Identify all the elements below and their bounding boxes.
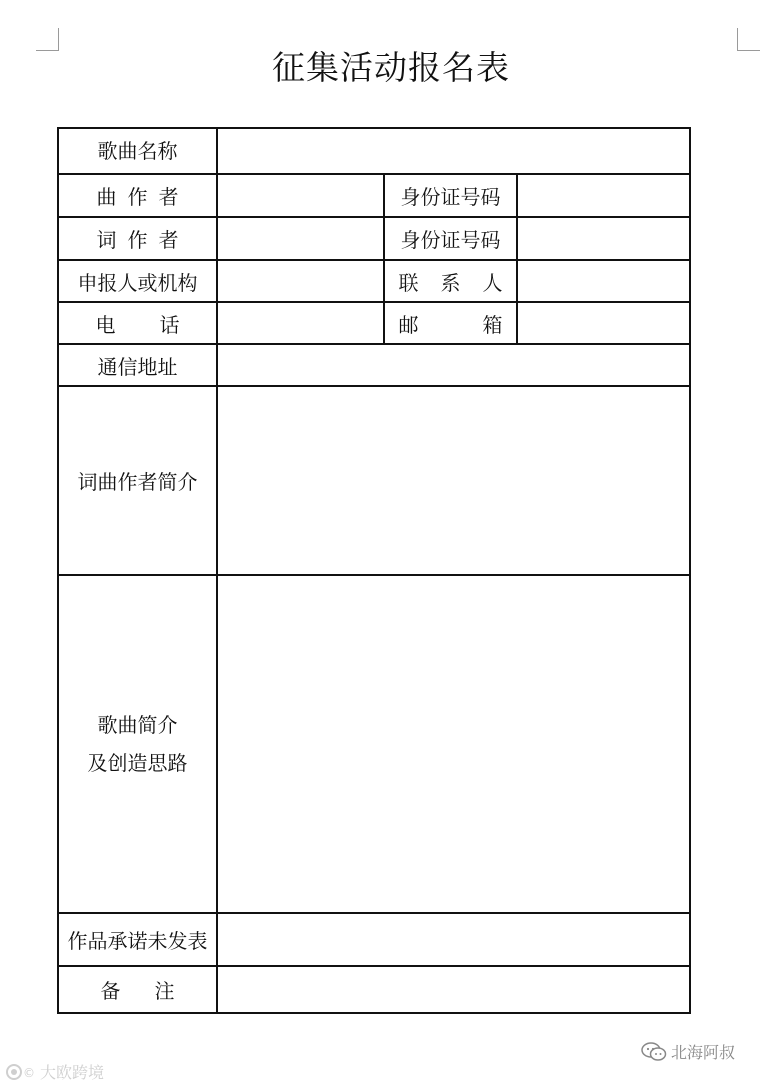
watermark-right-text: 北海阿叔 xyxy=(671,1043,736,1062)
composer-label: 曲 作 者 xyxy=(58,174,217,217)
authors-bio-label: 词曲作者简介 xyxy=(58,386,217,575)
contact-field[interactable] xyxy=(517,260,690,302)
wechat-icon xyxy=(641,1042,667,1062)
applicant-label: 申报人或机构 xyxy=(58,260,217,302)
table-row-lyricist xyxy=(58,217,690,260)
table-row-remarks xyxy=(58,966,690,1013)
pledge-label: 作品承诺未发表 xyxy=(58,913,217,966)
table-row-applicant xyxy=(58,260,690,302)
watermark-left-text: 大欧跨境 xyxy=(40,1063,105,1082)
table-row-phone xyxy=(58,302,690,344)
song-intro-label-line1: 歌曲简介 xyxy=(97,713,178,737)
table-row-authors-bio xyxy=(58,386,690,575)
lyricist-id-field[interactable] xyxy=(517,217,690,260)
watermark-left xyxy=(6,1060,104,1083)
table-row-address xyxy=(58,344,690,386)
email-label: 邮 箱 xyxy=(384,302,517,344)
song-name-label: 歌曲名称 xyxy=(58,128,217,174)
page-title: 征集活动报名表 xyxy=(272,48,510,87)
registration-form-table xyxy=(57,127,691,1014)
lyricist-field[interactable] xyxy=(217,217,384,260)
song-intro-field[interactable] xyxy=(217,575,690,913)
phone-field[interactable] xyxy=(217,302,384,344)
table-row-song-name xyxy=(58,128,690,174)
email-field[interactable] xyxy=(517,302,690,344)
composer-id-field[interactable] xyxy=(517,174,690,217)
svg-text:©: © xyxy=(23,1065,35,1080)
composer-field[interactable] xyxy=(217,174,384,217)
address-field[interactable] xyxy=(217,344,690,386)
song-intro-label xyxy=(58,575,217,913)
remarks-field[interactable] xyxy=(217,966,690,1013)
song-intro-label-line2: 及创造思路 xyxy=(87,751,188,775)
lyricist-label: 词 作 者 xyxy=(58,217,217,260)
camera-logo-icon xyxy=(6,1063,36,1081)
lyricist-id-label: 身份证号码 xyxy=(384,217,517,260)
phone-label: 电 话 xyxy=(58,302,217,344)
authors-bio-field[interactable] xyxy=(217,386,690,575)
address-label: 通信地址 xyxy=(58,344,217,386)
table-row-song-intro xyxy=(58,575,690,913)
watermark-right xyxy=(641,1040,735,1063)
pledge-field[interactable] xyxy=(217,913,690,966)
contact-label: 联 系 人 xyxy=(384,260,517,302)
composer-id-label: 身份证号码 xyxy=(384,174,517,217)
table-row-pledge xyxy=(58,913,690,966)
table-row-composer xyxy=(58,174,690,217)
applicant-field[interactable] xyxy=(217,260,384,302)
song-name-field[interactable] xyxy=(217,128,690,174)
remarks-label: 备 注 xyxy=(58,966,217,1013)
